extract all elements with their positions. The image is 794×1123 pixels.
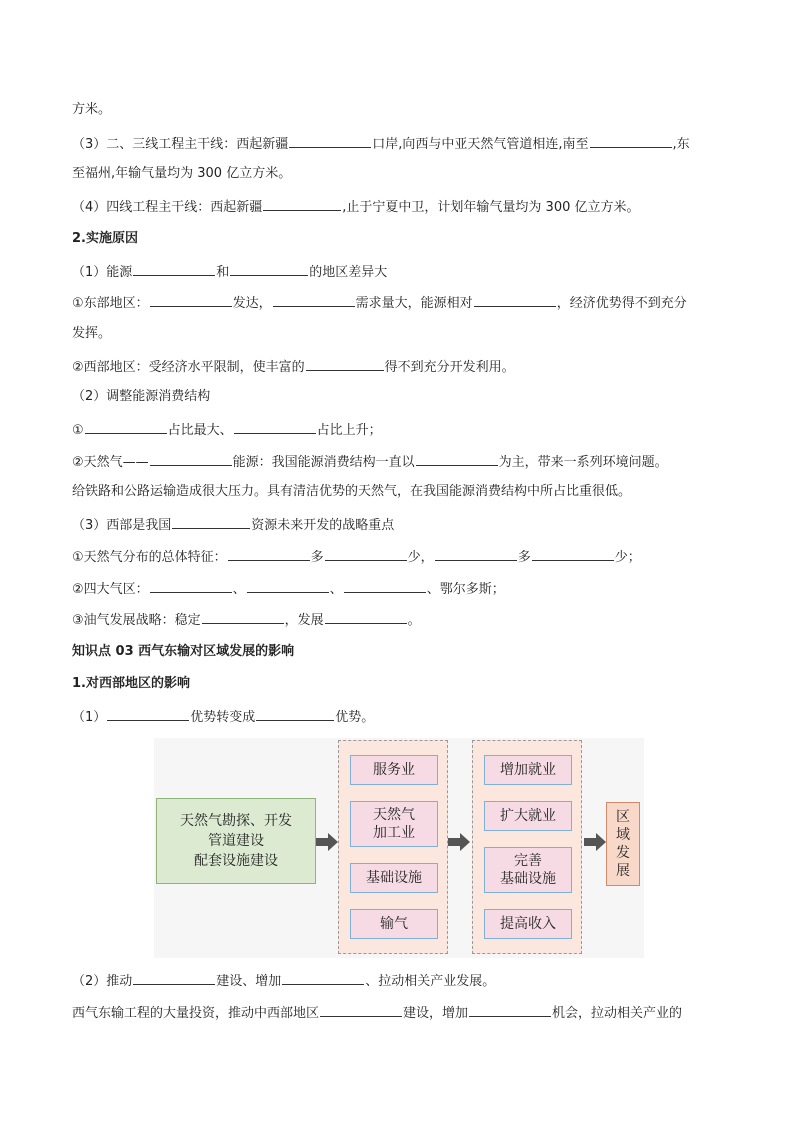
fill-blank[interactable] xyxy=(133,970,215,985)
text: ① xyxy=(72,423,84,438)
fill-blank[interactable] xyxy=(325,609,407,624)
text-line xyxy=(72,356,722,378)
text-line xyxy=(72,261,722,283)
fill-blank[interactable] xyxy=(150,292,232,307)
text: 建设，增加 xyxy=(403,1006,469,1021)
arrow-right-icon xyxy=(316,833,338,851)
text: （2）推动 xyxy=(72,974,133,989)
fill-blank[interactable] xyxy=(306,356,384,371)
section-heading xyxy=(72,674,722,694)
fill-blank[interactable] xyxy=(247,578,329,593)
text-line xyxy=(72,100,722,120)
text: （4）四线工程主干线：西起新疆 xyxy=(72,200,263,215)
fill-blank[interactable] xyxy=(133,261,215,276)
diagram-item xyxy=(484,909,572,939)
text: 、 xyxy=(329,582,343,597)
fill-blank[interactable] xyxy=(234,419,316,434)
item-text: 天然气 xyxy=(373,807,415,823)
heading-text: 知识点 03 西气东输对区域发展的影响 xyxy=(72,644,295,659)
fill-blank[interactable] xyxy=(344,578,426,593)
fill-blank[interactable] xyxy=(172,514,250,529)
text: 需求量大，能源相对 xyxy=(355,296,473,311)
fill-blank[interactable] xyxy=(435,546,517,561)
fill-blank[interactable] xyxy=(469,1002,551,1017)
text-line xyxy=(72,970,722,992)
diagram-item xyxy=(350,755,438,785)
text: 少， xyxy=(407,550,434,565)
fill-blank[interactable] xyxy=(150,451,232,466)
fill-blank[interactable] xyxy=(325,546,407,561)
text-line xyxy=(72,196,722,218)
text: 。 xyxy=(407,613,421,628)
text: 和 xyxy=(216,265,230,280)
text: 优势转变成 xyxy=(190,710,256,725)
text-line xyxy=(72,164,722,184)
text-line xyxy=(72,546,722,568)
text: ，发展 xyxy=(284,613,324,628)
text: 发挥。 xyxy=(72,326,112,341)
fill-blank[interactable] xyxy=(202,609,284,624)
text-line xyxy=(72,1002,722,1024)
effect-group xyxy=(472,740,582,954)
text: （1）能源 xyxy=(72,265,133,280)
text: ②西部地区：受经济水平限制，使丰富的 xyxy=(72,360,305,375)
text: ，经济优势得不到充分 xyxy=(556,296,687,311)
text: （2）调整能源消费结构 xyxy=(72,389,211,404)
arrow-right-icon xyxy=(584,833,606,851)
heading-text: 2.实施原因 xyxy=(72,231,138,246)
source-box xyxy=(156,798,316,884)
text: ②天然气—— xyxy=(72,455,149,470)
text-line xyxy=(72,324,722,344)
text: 、鄂尔多斯； xyxy=(426,582,505,597)
text: 的地区差异大 xyxy=(309,265,388,280)
source-line: 管道建设 xyxy=(208,833,264,849)
text-line xyxy=(72,292,722,314)
text: 占比上升； xyxy=(316,423,382,438)
item-text: 输气 xyxy=(380,916,408,932)
text: 优势。 xyxy=(335,710,375,725)
text-line xyxy=(72,419,722,441)
fill-blank[interactable] xyxy=(416,451,498,466)
item-text: 提高收入 xyxy=(500,916,556,932)
text: ,东 xyxy=(672,137,690,152)
flow-diagram xyxy=(154,738,644,958)
text: ①天然气分布的总体特征： xyxy=(72,550,227,565)
text-line xyxy=(72,387,722,407)
industry-group xyxy=(338,740,448,954)
heading-text: 1.对西部地区的影响 xyxy=(72,676,190,691)
text: 给铁路和公路运输造成很大压力。具有清洁优势的天然气，在我国能源消费结构中所占比重很低。 xyxy=(72,484,632,499)
arrow-right-icon xyxy=(448,833,470,851)
text: 、 xyxy=(232,582,246,597)
text: 为主，带来一系列环境问题。 xyxy=(498,455,668,470)
diagram-item xyxy=(350,801,438,847)
item-text: 基础设施 xyxy=(500,871,556,887)
source-line: 配套设施建设 xyxy=(194,853,278,869)
fill-blank[interactable] xyxy=(263,196,341,211)
text: 、拉动相关产业发展。 xyxy=(365,974,496,989)
result-box xyxy=(606,802,640,886)
text-line xyxy=(72,451,722,473)
text: ①东部地区： xyxy=(72,296,149,311)
diagram-item xyxy=(350,909,438,939)
text: ③油气发展战略：稳定 xyxy=(72,613,201,628)
text: （3）西部是我国 xyxy=(72,518,172,533)
fill-blank[interactable] xyxy=(150,578,232,593)
item-text: 完善 xyxy=(514,853,542,869)
diagram-item xyxy=(350,863,438,893)
source-line: 天然气勘探、开发 xyxy=(180,813,292,829)
text: 至福州,年输气量均为 300 亿立方米。 xyxy=(72,166,292,181)
fill-blank[interactable] xyxy=(289,133,371,148)
fill-blank[interactable] xyxy=(532,546,614,561)
result-text: 区域发展 xyxy=(616,809,630,879)
text: 机会，拉动相关产业的 xyxy=(552,1006,683,1021)
text: 方米。 xyxy=(72,102,112,117)
text: （3）二、三线工程主干线：西起新疆 xyxy=(72,137,289,152)
diagram-item xyxy=(484,801,572,831)
text: 西气东输工程的大量投资，推动中西部地区 xyxy=(72,1006,320,1021)
text: 建设、增加 xyxy=(216,974,282,989)
fill-blank[interactable] xyxy=(107,706,189,721)
text: 多 xyxy=(517,550,531,565)
text-line xyxy=(72,514,722,536)
text-line xyxy=(72,133,722,155)
diagram-item xyxy=(484,755,572,785)
text: 发达， xyxy=(232,296,272,311)
fill-blank[interactable] xyxy=(474,292,556,307)
text-line xyxy=(72,706,722,728)
item-text: 扩大就业 xyxy=(500,808,556,824)
fill-blank[interactable] xyxy=(590,133,672,148)
text: （1） xyxy=(72,710,107,725)
fill-blank[interactable] xyxy=(228,546,310,561)
text: 能源：我国能源消费结构一直以 xyxy=(232,455,415,470)
text: ②四大气区： xyxy=(72,582,149,597)
text: 资源未来开发的战略重点 xyxy=(251,518,395,533)
fill-blank[interactable] xyxy=(256,706,334,721)
text-line xyxy=(72,578,722,600)
fill-blank[interactable] xyxy=(230,261,308,276)
text-line xyxy=(72,609,722,631)
fill-blank[interactable] xyxy=(282,970,364,985)
text: 多 xyxy=(310,550,324,565)
item-text: 增加就业 xyxy=(500,762,556,778)
item-text: 基础设施 xyxy=(366,870,422,886)
text: 口岸,向西与中亚天然气管道相连,南至 xyxy=(372,137,589,152)
section-heading xyxy=(72,642,722,662)
item-text: 加工业 xyxy=(373,825,415,841)
diagram-item xyxy=(484,847,572,893)
fill-blank[interactable] xyxy=(320,1002,402,1017)
text: 少； xyxy=(614,550,641,565)
item-text: 服务业 xyxy=(373,762,415,778)
text-line xyxy=(72,482,722,502)
text: ,止于宁夏中卫，计划年输气量均为 300 亿立方米。 xyxy=(342,200,640,215)
section-heading xyxy=(72,229,722,249)
fill-blank[interactable] xyxy=(273,292,355,307)
text: 得不到充分开发利用。 xyxy=(384,360,515,375)
fill-blank[interactable] xyxy=(85,419,167,434)
text: 占比最大、 xyxy=(167,423,233,438)
